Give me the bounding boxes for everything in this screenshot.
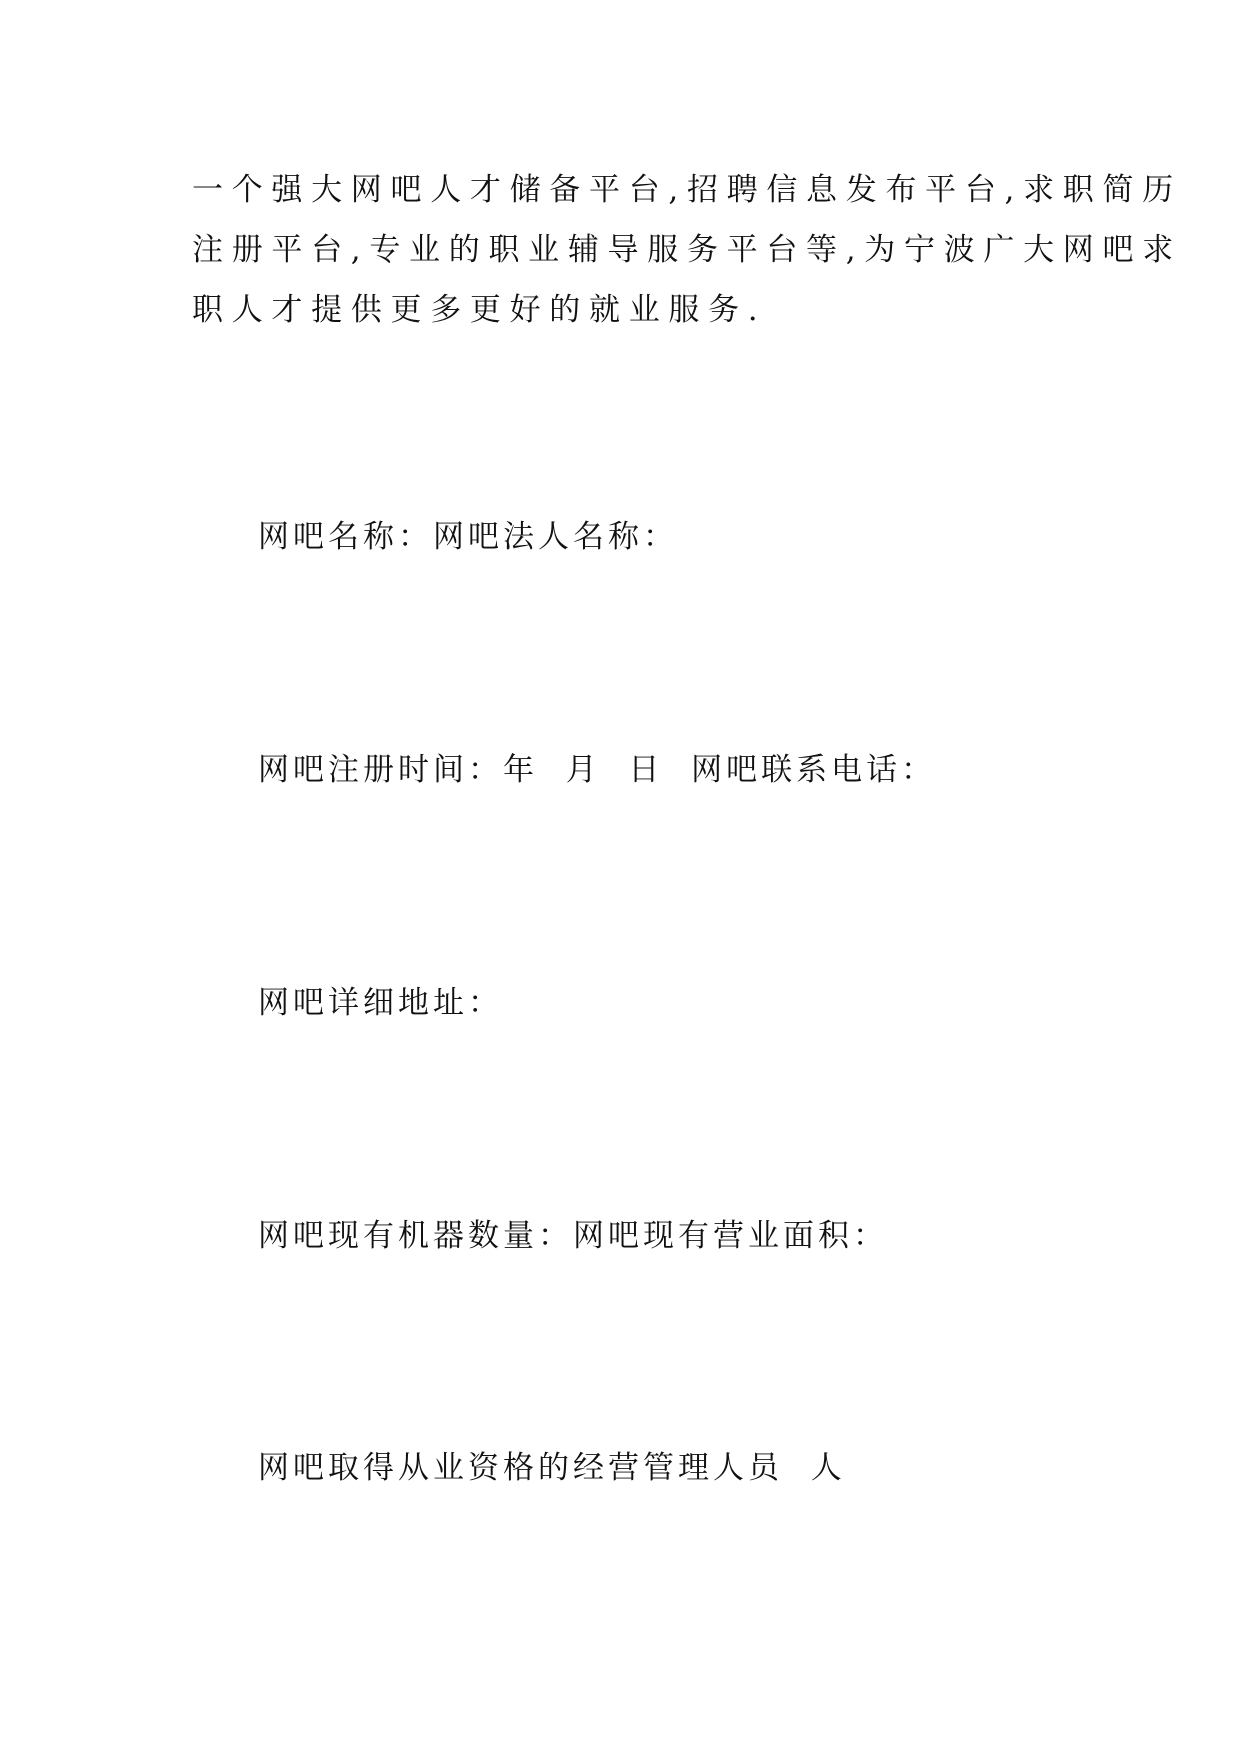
field-qualified-managers: 网吧取得从业资格的经营管理人员 人 <box>258 1450 846 1486</box>
field-machines-area: 网吧现有机器数量：网吧现有营业面积： <box>258 1218 888 1254</box>
intro-line-3: 职人才提供更多更好的就业服务. <box>192 292 767 328</box>
field-cafe-name: 网吧名称：网吧法人名称： <box>258 519 678 555</box>
intro-line-1: 一个强大网吧人才储备平台,招聘信息发布平台,求职简历 <box>192 172 1182 208</box>
intro-paragraph <box>192 160 1182 340</box>
intro-line-2: 注册平台,专业的职业辅导服务平台等,为宁波广大网吧求 <box>192 232 1182 268</box>
field-address: 网吧详细地址： <box>258 985 503 1021</box>
field-registration-date-phone: 网吧注册时间：年 月 日 网吧联系电话： <box>258 752 937 788</box>
